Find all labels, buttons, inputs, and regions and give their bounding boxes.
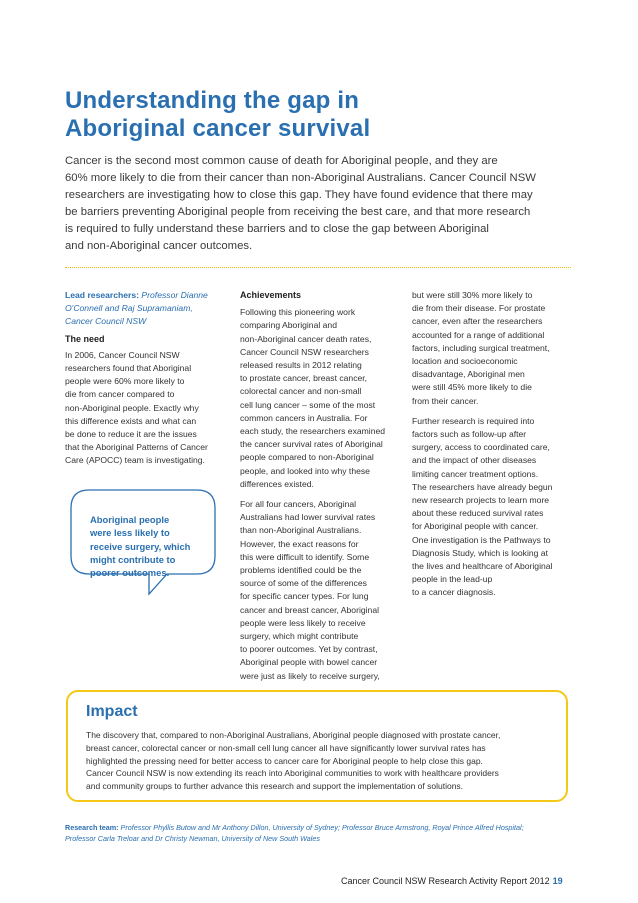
achievements-line: non-Aboriginal cancer death rates, [240, 333, 372, 344]
body-line: factors such as follow-up after [412, 429, 527, 440]
research-team-names: Professor Phyllis Butow and Mr Anthony Dillon, University of Sydney; Professor Bruce Armstrong, Royal Prince Alfred Hospital; [118, 823, 524, 832]
column-middle [240, 289, 405, 683]
lead-researchers-names: O'Connell and Raj Supramaniam, [65, 303, 193, 314]
achievements-line: to poorer outcomes. Yet by contrast, [240, 644, 378, 655]
section-divider [65, 267, 571, 268]
achievements-line: the cancer survival rates of Aboriginal [240, 439, 383, 450]
need-line: non-Aboriginal people. Exactly why [65, 402, 199, 413]
achievements-line: people compared to non-Aboriginal [240, 452, 374, 463]
impact-line: breast cancer, colorectal cancer or non-small cell lung cancer all have significantly lower survival rates has [86, 742, 486, 753]
achievements-line: Cancer Council NSW researchers [240, 346, 369, 357]
page-number: 19 [552, 876, 563, 886]
need-line: Care (APOCC) team is investigating. [65, 455, 205, 466]
quote-line: Aboriginal people [90, 514, 170, 525]
body-line: Further research is required into [412, 415, 535, 426]
impact-heading: Impact [86, 703, 138, 720]
need-line: researchers found that Aboriginal [65, 363, 192, 374]
achievements-line: However, the exact reasons for [240, 538, 359, 549]
body-line: accounted for a range of additional [412, 329, 545, 340]
need-line: be done to reduce it are the issues [65, 429, 197, 440]
achievements-line: comparing Aboriginal and [240, 320, 337, 331]
achievements-line: source of some of the differences [240, 578, 367, 589]
impact-line: The discovery that, compared to non-Aboriginal Australians, Aboriginal people diagnosed with prostate cancer, [86, 730, 501, 740]
column-left [65, 289, 225, 468]
lead-researchers-names: Professor Dianne [139, 290, 208, 300]
impact-line: and community groups to further advance this research and support the implementation of solutions. [86, 781, 464, 792]
intro-line: Cancer is the second most common cause of death for Aboriginal people, and they are [65, 155, 498, 167]
achievements-line: differences existed. [240, 478, 314, 489]
body-line: people in the lead-up [412, 574, 493, 585]
footer-text: Cancer Council NSW Research Activity Report 2012 [341, 876, 550, 886]
body-line: Diagnosis Study, which is looking at [412, 547, 548, 558]
body-line: from their cancer. [412, 395, 479, 406]
title-line: Understanding the gap in [65, 87, 360, 114]
need-heading: The need [65, 333, 105, 344]
lead-researchers-names: Cancer Council NSW [65, 316, 147, 327]
achievements-line: people, and looked into why these [240, 465, 370, 476]
lead-researchers-line [65, 289, 225, 302]
page-footer [341, 876, 563, 886]
impact-line: highlighted the pressing need for better access to cancer care for Aboriginal people to help close this gap. [86, 755, 483, 766]
research-team-names: Professor Carla Treloar and Dr Christy Newman, University of New South Wales [65, 834, 320, 843]
achievements-heading: Achievements [240, 290, 302, 300]
body-line: and the impact of other diseases [412, 455, 537, 466]
intro-paragraph [65, 153, 585, 255]
need-line: die from cancer compared to [65, 389, 175, 400]
quote-line: were less likely to [90, 527, 170, 539]
body-line: die from their disease. For prostate [412, 303, 546, 314]
intro-line: is required to fully understand these barriers and to close the gap between Aboriginal [65, 223, 489, 235]
impact-paragraph [86, 729, 556, 793]
need-line: people were 60% more likely to [65, 376, 185, 387]
intro-line: researchers are investigating how to close this gap. They have found evidence that there may [65, 189, 533, 201]
achievements-line: problems identified could be the [240, 565, 362, 576]
body-line: cancer, even after the researchers [412, 316, 543, 327]
column-right [412, 289, 577, 600]
body-line: but were still 30% more likely to [412, 290, 533, 300]
body-line: surgery, access to coordinated care, [412, 442, 550, 453]
achievements-line: cell lung cancer – some of the most [240, 399, 376, 410]
achievements-line: cancer and breast cancer, Aboriginal [240, 604, 380, 615]
lead-researchers-label: Lead researchers: [65, 290, 140, 300]
body-line: One investigation is the Pathways to [412, 534, 551, 545]
quote-line: might contribute to [90, 553, 176, 565]
achievements-line: For all four cancers, Aboriginal [240, 499, 357, 510]
body-line: The researchers have already begun [412, 481, 553, 492]
achievements-line: each study, the researchers examined [240, 426, 386, 437]
need-line: this difference exists and what can [65, 415, 197, 426]
body-line: for Aboriginal people with cancer. [412, 521, 539, 532]
need-line: In 2006, Cancer Council NSW [65, 349, 180, 360]
achievements-line: released results in 2012 relating [240, 360, 362, 371]
achievements-line: Australians had lower survival rates [240, 512, 376, 523]
need-line: that the Aboriginal Patterns of Cancer [65, 442, 208, 453]
achievements-line: were just as likely to receive surgery, [240, 670, 380, 681]
achievements-line: surgery, which might contribute [240, 631, 359, 642]
achievements-line: than non-Aboriginal Australians. [240, 525, 362, 536]
body-line: new research projects to learn more [412, 495, 550, 506]
body-line: factors, including surgical treatment, [412, 342, 550, 353]
achievements-line: to prostate cancer, breast cancer, [240, 373, 368, 384]
body-line: limiting cancer treatment options. [412, 468, 539, 479]
intro-line: be barriers preventing Aboriginal people from receiving the best care, and that more research [65, 206, 531, 218]
page-title [65, 87, 370, 143]
body-line: were still 45% more likely to die [412, 382, 532, 393]
achievements-line: colorectal cancer and non-small [240, 386, 362, 397]
quote-line: poorer outcomes. [90, 567, 170, 579]
research-team [65, 822, 585, 844]
achievements-line: people were less likely to receive [240, 617, 366, 628]
body-line: to a cancer diagnosis. [412, 587, 496, 598]
impact-line: Cancer Council NSW is now extending its reach into Aboriginal communities to work with healthcare providers [86, 768, 499, 779]
achievements-line: for specific cancer types. For lung [240, 591, 369, 602]
body-line: location and socioeconomic [412, 356, 518, 367]
research-team-label: Research team: [65, 823, 119, 832]
achievements-line: Aboriginal people with bowel cancer [240, 657, 378, 668]
intro-line: and non-Aboriginal cancer outcomes. [65, 240, 253, 252]
quote-line: receive surgery, which [90, 540, 191, 552]
body-line: disadvantage, Aboriginal men [412, 369, 525, 380]
achievements-line: this were difficult to identify. Some [240, 551, 370, 562]
research-team-line [65, 822, 585, 833]
title-line: Aboriginal cancer survival [65, 115, 371, 142]
intro-line: 60% more likely to die from their cancer than non-Aboriginal Australians. Cancer Council NSW [65, 172, 536, 184]
body-line: about these reduced survival rates [412, 508, 544, 519]
pull-quote [90, 513, 225, 579]
achievements-line: Following this pioneering work [240, 307, 356, 318]
body-line: the lives and healthcare of Aboriginal [412, 561, 553, 572]
achievements-line: common cancers in Australia. For [240, 412, 368, 423]
